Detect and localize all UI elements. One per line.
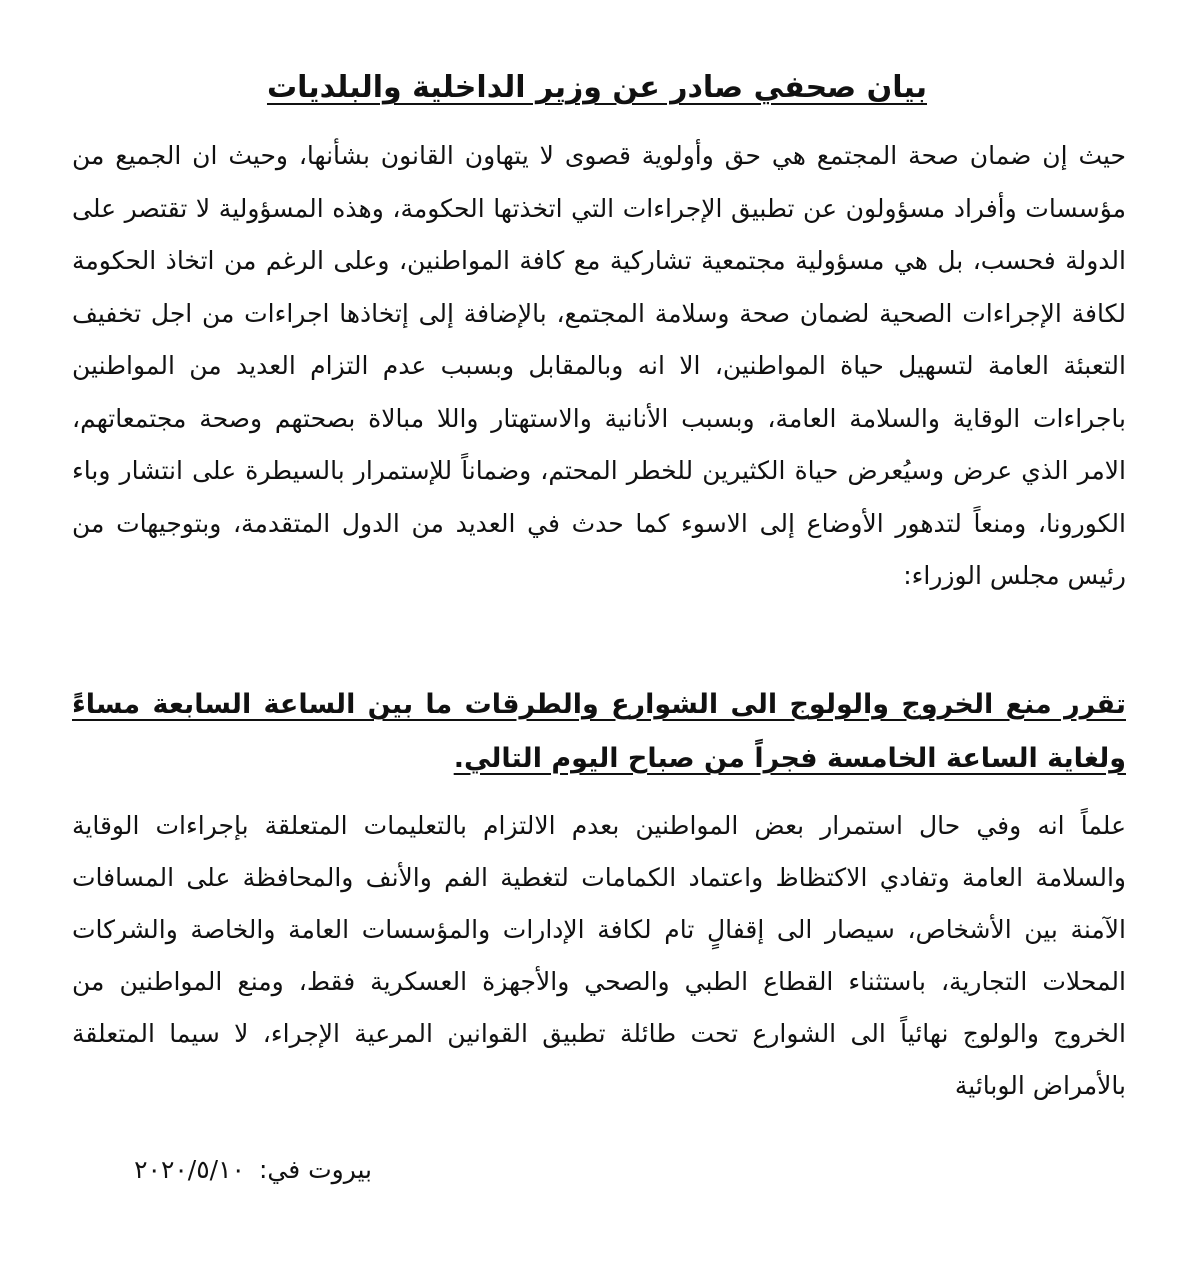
- dateline-place: بيروت في:: [258, 1155, 372, 1184]
- dateline: [134, 1148, 372, 1192]
- document-title-text: بيان صحفي صادر عن وزير الداخلية والبلديات: [266, 70, 927, 105]
- dateline-date: ٢٠٢٠/٥/١٠: [134, 1155, 245, 1184]
- curfew-decision: تقرر منع الخروج والولوج الى الشوارع والطرقات ما بين الساعة السابعة مساءً ولغاية الساعة الخامسة فجراً من صباح اليوم التالي.: [72, 689, 1126, 774]
- document-title: [0, 68, 1194, 108]
- warning-paragraph: علماً انه وفي حال استمرار بعض المواطنين بعدم الالتزام بالتعليمات المتعلقة بإجراءات الوقاية والسلامة العامة وتفادي الاكتظاظ واعتماد الكمامات لتغطية الفم والأنف والمحافظة على المسافات الآمنة بين الأشخاص، سيصار الى إقفالٍ تام لكافة الإدارات والمؤسسات العامة والخاصة والشركات المحلات التجارية، باستثناء القطاع الطبي والصحي والأجهزة العسكرية فقط، ومنع المواطنين من الخروج والولوج نهائياً الى الشوارع تحت طائلة تطبيق القوانين المرعية الإجراء، لا سيما المتعلقة بالأمراض الوبائية: [72, 811, 1126, 1100]
- intro-paragraph: حيث إن ضمان صحة المجتمع هي حق وأولوية قصوى لا يتهاون القانون بشأنها، وحيث ان الجميع من مؤسسات وأفراد مسؤولون عن تطبيق الإجراءات التي اتخذتها الحكومة، وهذه المسؤولية لا تقتصر على الدولة فحسب، بل هي مسؤولية مجتمعية تشاركية مع كافة المواطنين، وعلى الرغم من اتخاذ الحكومة لكافة الإجراءات الصحية لضمان صحة وسلامة المجتمع، بالإضافة إلى إتخاذها اجراءات من اجل تخفيف التعبئة العامة لتسهيل حياة المواطنين، الا انه وبالمقابل وبسبب عدم التزام العديد من المواطنين باجراءات الوقاية والسلامة العامة، وبسبب الأنانية والاستهتار واللا مبالاة بصحتهم وصحة مجتمعاتهم، الامر الذي عرض وسيُعرض حياة الكثيرين للخطر المحتم، وضماناً للإستمرار بالسيطرة على انتشار وباء الكورونا، ومنعاً لتدهور الأوضاع إلى الاسوء كما حدث في العديد من الدول المتقدمة، وبتوجيهات من رئيس مجلس الوزراء:: [72, 141, 1126, 590]
